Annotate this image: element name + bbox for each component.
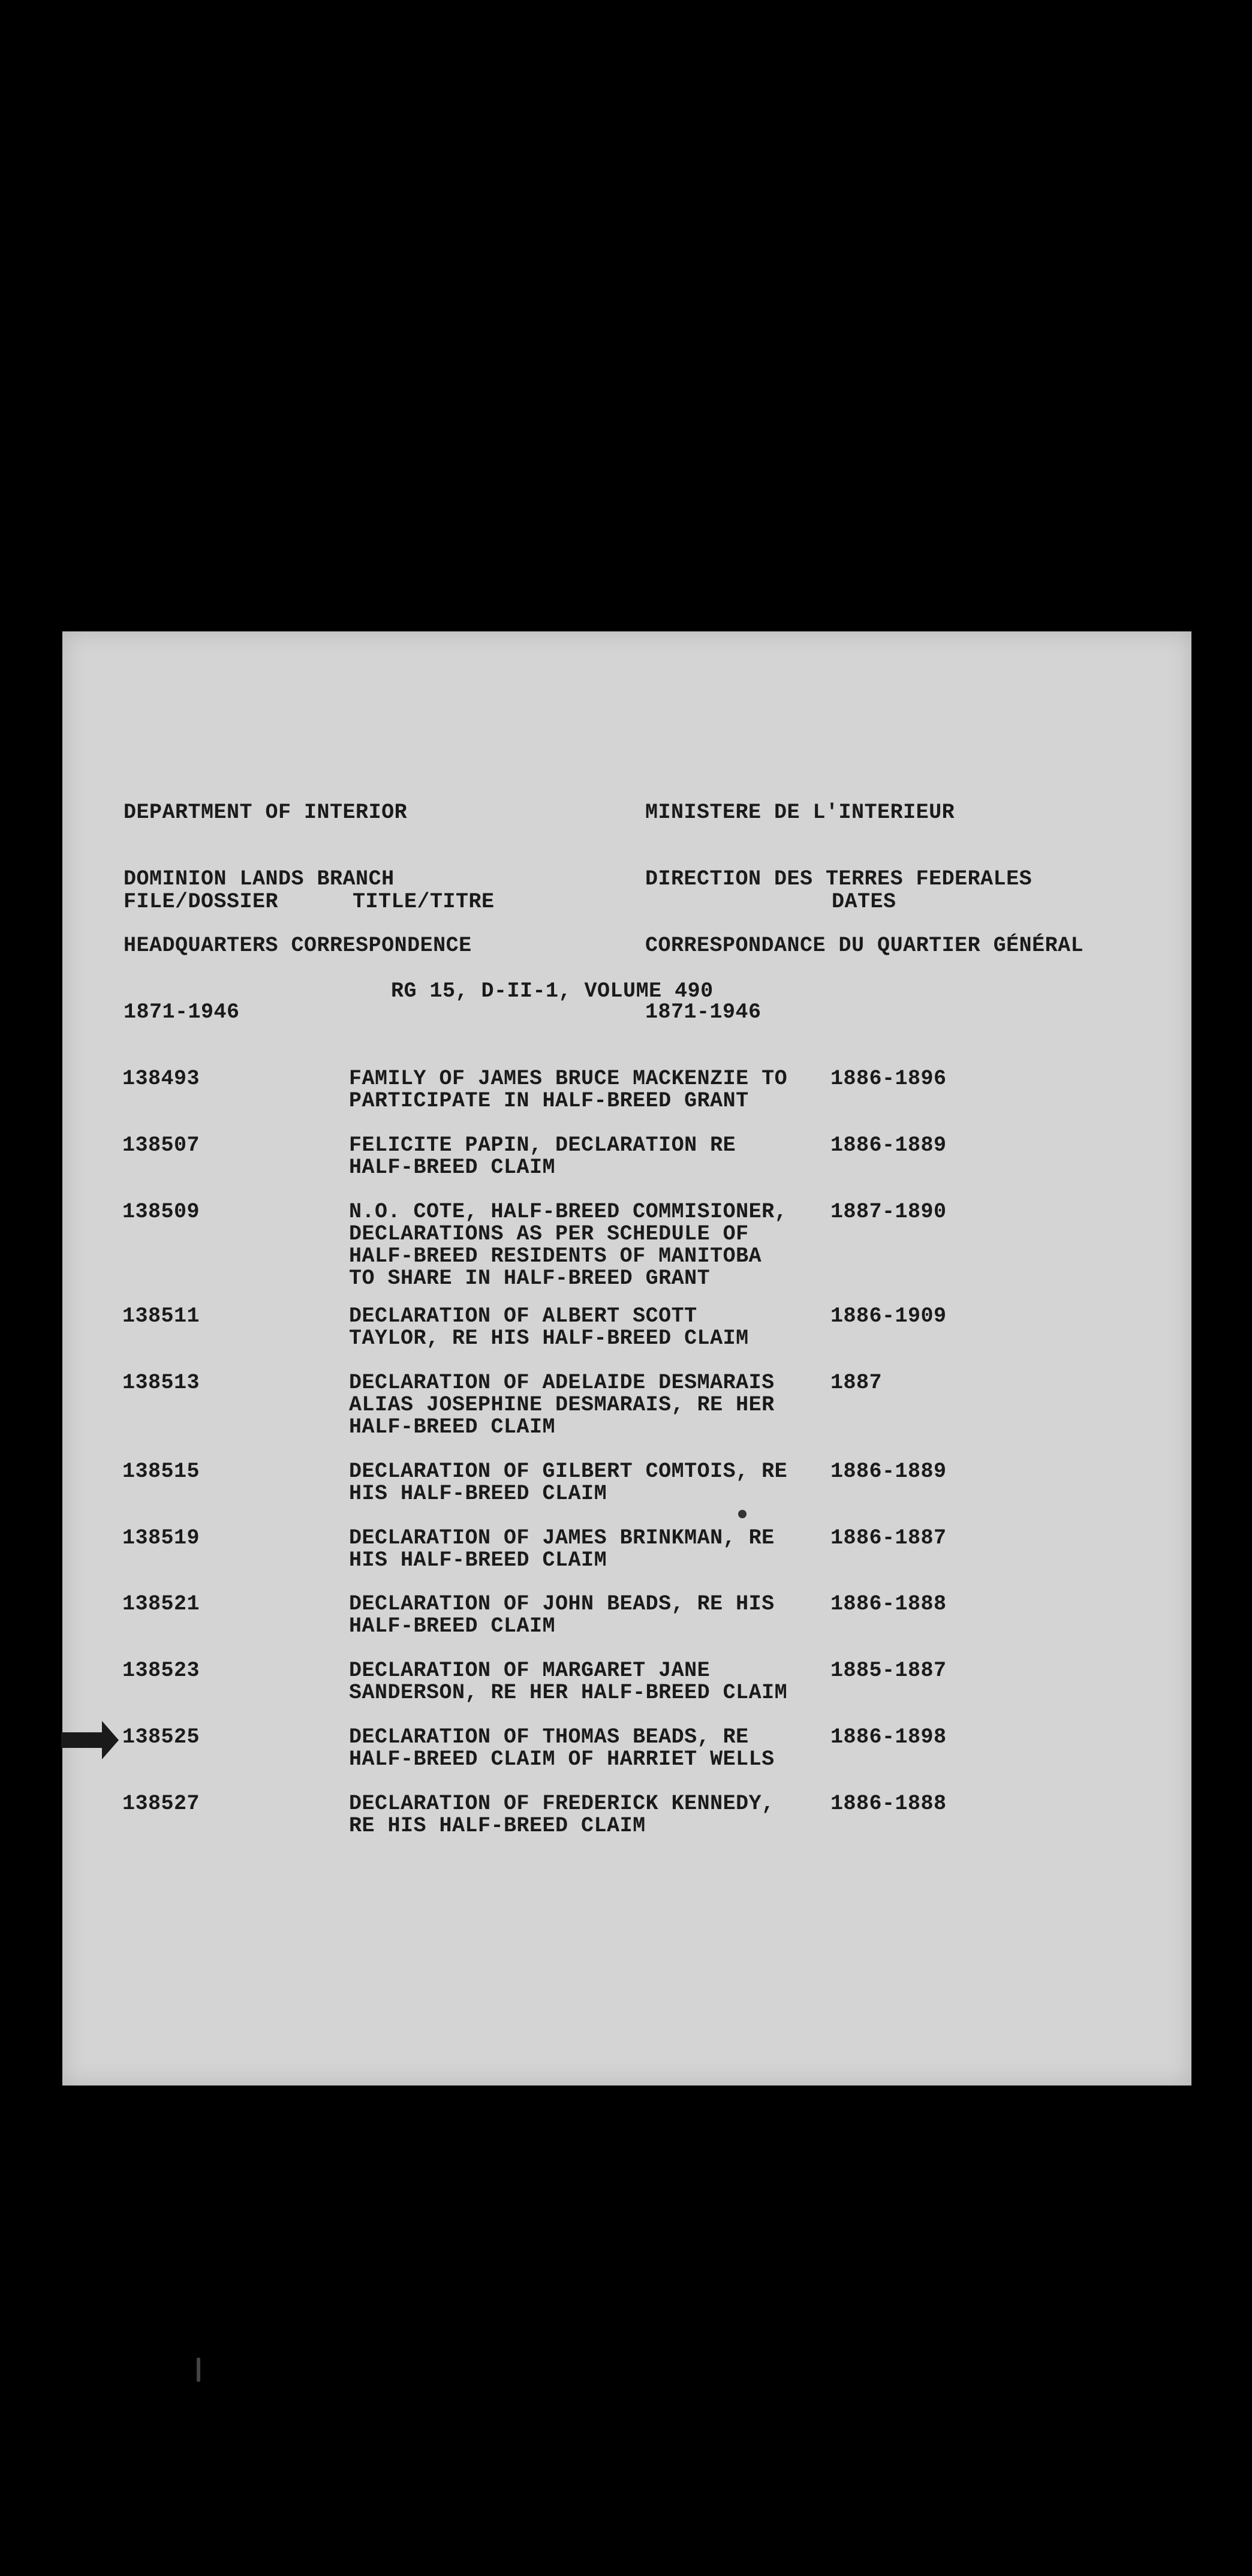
entry-title — [349, 1461, 787, 1505]
entry-title-line: HALF-BREED RESIDENTS OF MANITOBA — [349, 1244, 762, 1268]
file-number: 138507 — [122, 1133, 200, 1157]
header-english-line: 1871-1946 — [124, 1000, 240, 1024]
entry-title — [349, 1134, 736, 1179]
entry-title-line: HIS HALF-BREED CLAIM — [349, 1548, 607, 1572]
entry-title-line: RE HIS HALF-BREED CLAIM — [349, 1814, 646, 1838]
header-french-line: CORRESPONDANCE DU QUARTIER GÉNÉRAL — [645, 934, 1084, 958]
ink-speck — [738, 1510, 747, 1518]
entry-title-line: ALIAS JOSEPHINE DESMARAIS, RE HER — [349, 1393, 775, 1417]
entry-dates: 1886-1898 — [830, 1725, 947, 1749]
entry-title — [349, 1201, 787, 1290]
file-number: 138515 — [122, 1459, 200, 1483]
entry-title-line: PARTICIPATE IN HALF-BREED GRANT — [349, 1089, 749, 1113]
entry-dates: 1886-1887 — [830, 1526, 947, 1550]
film-mark — [197, 2358, 200, 2382]
entry-title — [349, 1593, 775, 1638]
entry-title-line: DECLARATION OF MARGARET JANE — [349, 1659, 711, 1683]
entry-dates: 1887 — [830, 1371, 883, 1395]
entry-title-line: FELICITE PAPIN, DECLARATION RE — [349, 1133, 736, 1157]
entry-title — [349, 1527, 775, 1572]
entry-title-line: HALF-BREED CLAIM — [349, 1415, 556, 1439]
file-number: 138521 — [122, 1592, 200, 1616]
entry-title — [349, 1372, 775, 1439]
entry-title-line: DECLARATION OF FREDERICK KENNEDY, — [349, 1792, 775, 1816]
entry-title-line: DECLARATION OF JAMES BRINKMAN, RE — [349, 1526, 775, 1550]
entry-title-line: HALF-BREED CLAIM — [349, 1155, 556, 1179]
header-english-line: HEADQUARTERS CORRESPONDENCE — [124, 934, 472, 958]
entry-title-line: HALF-BREED CLAIM OF HARRIET WELLS — [349, 1747, 775, 1771]
header-english-line: DOMINION LANDS BRANCH — [124, 867, 395, 891]
entry-title — [349, 1305, 749, 1350]
file-number: 138513 — [122, 1371, 200, 1395]
entry-dates: 1886-1888 — [830, 1792, 947, 1816]
header-english-line: DEPARTMENT OF INTERIOR — [124, 801, 408, 824]
file-number: 138525 — [122, 1725, 200, 1749]
header-french-line: DIRECTION DES TERRES FEDERALES — [645, 867, 1033, 891]
entry-dates: 1886-1889 — [830, 1459, 947, 1483]
file-number: 138493 — [122, 1067, 200, 1091]
entry-title-line: N.O. COTE, HALF-BREED COMMISIONER, — [349, 1200, 788, 1224]
entry-title-line: TAYLOR, RE HIS HALF-BREED CLAIM — [349, 1326, 749, 1350]
document-page — [62, 631, 1191, 2086]
header-french-line: MINISTERE DE L'INTERIEUR — [645, 801, 955, 824]
entry-title-line: DECLARATION OF ALBERT SCOTT — [349, 1304, 697, 1328]
header-french-line: 1871-1946 — [645, 1000, 762, 1024]
entry-title-line: DECLARATIONS AS PER SCHEDULE OF — [349, 1222, 749, 1246]
entry-title — [349, 1793, 775, 1837]
file-number: 138519 — [122, 1526, 200, 1550]
entry-title-line: SANDERSON, RE HER HALF-BREED CLAIM — [349, 1681, 788, 1705]
entry-title-line: DECLARATION OF THOMAS BEADS, RE — [349, 1725, 749, 1749]
column-header-dates: DATES — [832, 890, 896, 914]
entry-dates: 1886-1896 — [830, 1067, 947, 1091]
file-number: 138523 — [122, 1659, 200, 1683]
entry-dates: 1885-1887 — [830, 1659, 947, 1683]
volume-reference: RG 15, D-II-1, VOLUME 490 — [391, 979, 714, 1003]
entry-title-line: DECLARATION OF ADELAIDE DESMARAIS — [349, 1371, 775, 1395]
column-header-title: TITLE/TITRE — [353, 890, 495, 914]
entry-title — [349, 1660, 787, 1704]
entry-dates: 1886-1889 — [830, 1133, 947, 1157]
file-number: 138511 — [122, 1304, 200, 1328]
entry-title-line: DECLARATION OF GILBERT COMTOIS, RE — [349, 1459, 788, 1483]
file-number: 138527 — [122, 1792, 200, 1816]
file-number: 138509 — [122, 1200, 200, 1224]
entry-title-line: HIS HALF-BREED CLAIM — [349, 1482, 607, 1506]
column-header-file: FILE/DOSSIER — [124, 890, 279, 914]
entry-title-line: FAMILY OF JAMES BRUCE MACKENZIE TO — [349, 1067, 788, 1091]
entry-dates: 1886-1888 — [830, 1592, 947, 1616]
entry-dates: 1887-1890 — [830, 1200, 947, 1224]
entry-dates: 1886-1909 — [830, 1304, 947, 1328]
entry-title-line: DECLARATION OF JOHN BEADS, RE HIS — [349, 1592, 775, 1616]
entry-title-line: HALF-BREED CLAIM — [349, 1614, 556, 1638]
entry-title — [349, 1068, 787, 1112]
entry-title-line: TO SHARE IN HALF-BREED GRANT — [349, 1266, 711, 1290]
entry-title — [349, 1726, 775, 1771]
